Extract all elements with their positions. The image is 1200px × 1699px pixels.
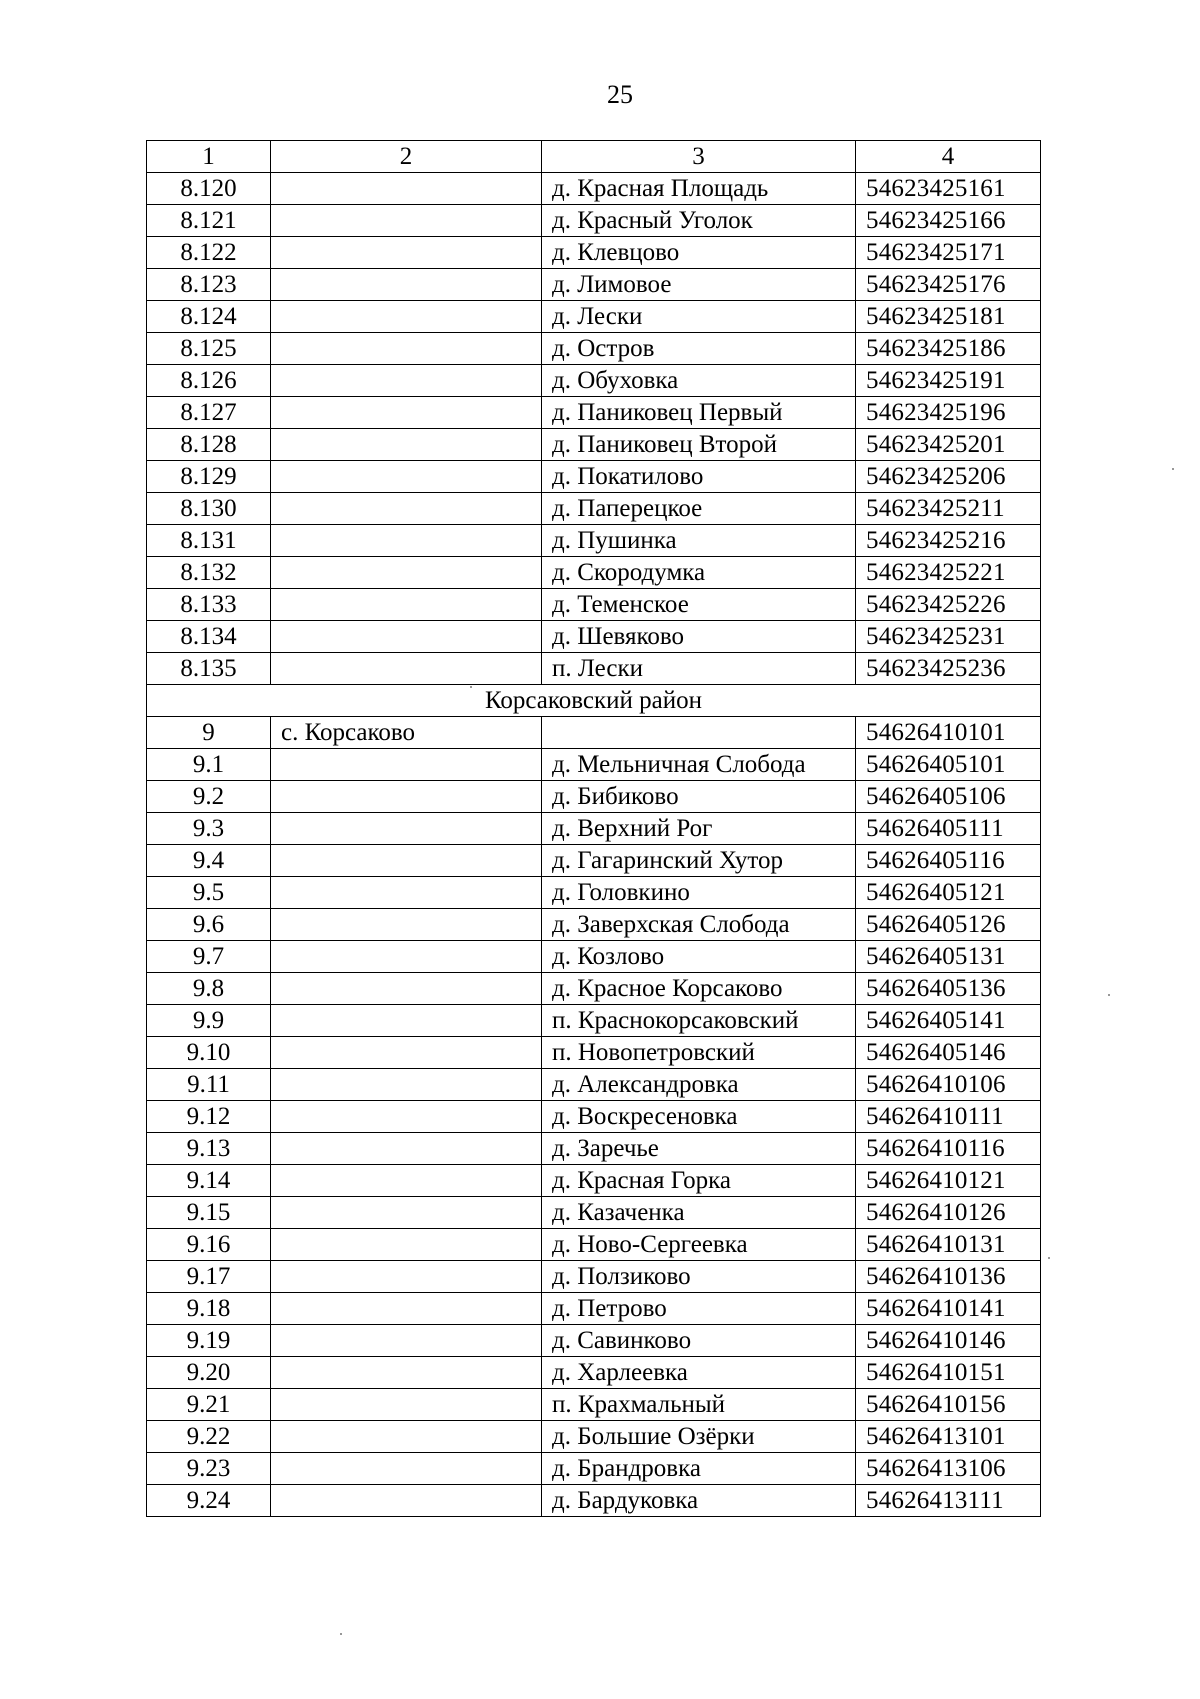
settlement-name-cell: д. Александровка — [542, 1069, 856, 1101]
admin-center-cell — [271, 269, 542, 301]
row-number-cell: 8.132 — [147, 557, 271, 589]
settlement-name-cell: д. Брандровка — [542, 1453, 856, 1485]
row-number-cell: 8.120 — [147, 173, 271, 205]
table-row — [147, 301, 1041, 333]
table-row — [147, 909, 1041, 941]
oktmo-code-cell: 54626405136 — [856, 973, 1041, 1005]
oktmo-code-cell: 54623425231 — [856, 621, 1041, 653]
row-number-cell: 9.8 — [147, 973, 271, 1005]
row-number-cell: 8.123 — [147, 269, 271, 301]
row-number-cell: 9.12 — [147, 1101, 271, 1133]
table-row — [147, 557, 1041, 589]
table-row — [147, 1037, 1041, 1069]
oktmo-code-cell: 54626405126 — [856, 909, 1041, 941]
table-row — [147, 877, 1041, 909]
table-row — [147, 1485, 1041, 1517]
admin-center-cell — [271, 493, 542, 525]
settlement-name-cell: д. Паниковец Первый — [542, 397, 856, 429]
row-number-cell: 9.20 — [147, 1357, 271, 1389]
admin-center-cell — [271, 1037, 542, 1069]
oktmo-code-cell: 54626405111 — [856, 813, 1041, 845]
oktmo-code-cell: 54626410151 — [856, 1357, 1041, 1389]
table-row — [147, 493, 1041, 525]
settlement-name-cell: д. Мельничная Слобода — [542, 749, 856, 781]
admin-center-cell — [271, 1197, 542, 1229]
table-row — [147, 333, 1041, 365]
admin-center-cell — [271, 1005, 542, 1037]
row-number-cell: 9.14 — [147, 1165, 271, 1197]
table-row — [147, 1421, 1041, 1453]
admin-center-cell — [271, 397, 542, 429]
oktmo-code-cell: 54623425171 — [856, 237, 1041, 269]
table-row — [147, 269, 1041, 301]
oktmo-code-cell: 54626410101 — [856, 717, 1041, 749]
table-row — [147, 941, 1041, 973]
settlement-name-cell — [542, 717, 856, 749]
table-row — [147, 429, 1041, 461]
table-header-row — [147, 141, 1041, 173]
table-row — [147, 1325, 1041, 1357]
oktmo-code-cell: 54626405106 — [856, 781, 1041, 813]
oktmo-code-cell: 54626405141 — [856, 1005, 1041, 1037]
column-header-center: 2 — [271, 141, 542, 173]
scan-speck — [1172, 468, 1174, 470]
admin-center-cell — [271, 1325, 542, 1357]
settlement-name-cell: д. Скородумка — [542, 557, 856, 589]
admin-center-cell — [271, 557, 542, 589]
oktmo-code-cell: 54623425176 — [856, 269, 1041, 301]
admin-center-cell — [271, 461, 542, 493]
settlement-name-cell: д. Гагаринский Хутор — [542, 845, 856, 877]
admin-center-cell — [271, 525, 542, 557]
oktmo-code-cell: 54623425226 — [856, 589, 1041, 621]
admin-center-cell — [271, 973, 542, 1005]
oktmo-code-cell: 54626410156 — [856, 1389, 1041, 1421]
row-number-cell: 8.127 — [147, 397, 271, 429]
oktmo-code-cell: 54623425221 — [856, 557, 1041, 589]
row-number-cell: 8.121 — [147, 205, 271, 237]
row-number-cell: 9.9 — [147, 1005, 271, 1037]
table-row — [147, 1261, 1041, 1293]
scan-speck — [1108, 994, 1110, 996]
row-number-cell: 8.131 — [147, 525, 271, 557]
settlement-name-cell: д. Пушинка — [542, 525, 856, 557]
table-row — [147, 1389, 1041, 1421]
admin-center-cell — [271, 1101, 542, 1133]
settlement-name-cell: д. Казаченка — [542, 1197, 856, 1229]
column-header-code: 4 — [856, 141, 1041, 173]
oktmo-code-cell: 54623425186 — [856, 333, 1041, 365]
settlement-name-cell: д. Петрово — [542, 1293, 856, 1325]
admin-center-cell — [271, 845, 542, 877]
row-number-cell: 9.23 — [147, 1453, 271, 1485]
row-number-cell: 8.126 — [147, 365, 271, 397]
settlement-name-cell: д. Ново-Сергеевка — [542, 1229, 856, 1261]
admin-center-cell — [271, 1069, 542, 1101]
settlement-name-cell: д. Большие Озёрки — [542, 1421, 856, 1453]
scan-speck — [340, 1633, 342, 1635]
row-number-cell: 9.19 — [147, 1325, 271, 1357]
row-number-cell: 9.10 — [147, 1037, 271, 1069]
admin-center-cell — [271, 1357, 542, 1389]
admin-center-cell — [271, 653, 542, 685]
table-row — [147, 589, 1041, 621]
settlement-name-cell: д. Воскресеновка — [542, 1101, 856, 1133]
row-number-cell: 9.16 — [147, 1229, 271, 1261]
admin-center-cell — [271, 429, 542, 461]
oktmo-code-cell: 54623425236 — [856, 653, 1041, 685]
row-number-cell: 8.122 — [147, 237, 271, 269]
admin-center-cell — [271, 589, 542, 621]
oktmo-code-cell: 54626410106 — [856, 1069, 1041, 1101]
settlement-name-cell: п. Краснокорсаковский — [542, 1005, 856, 1037]
table-row — [147, 461, 1041, 493]
column-header-number: 1 — [147, 141, 271, 173]
oktmo-code-cell: 54626405121 — [856, 877, 1041, 909]
row-number-cell: 8.128 — [147, 429, 271, 461]
settlement-name-cell: д. Шевяково — [542, 621, 856, 653]
oktmo-code-cell: 54626410136 — [856, 1261, 1041, 1293]
oktmo-code-cell: 54626410121 — [856, 1165, 1041, 1197]
section-row — [147, 685, 1041, 717]
table-row — [147, 1453, 1041, 1485]
settlement-name-cell: д. Лимовое — [542, 269, 856, 301]
table-row — [147, 845, 1041, 877]
oktmo-code-cell: 54626410131 — [856, 1229, 1041, 1261]
settlement-name-cell: д. Заречье — [542, 1133, 856, 1165]
table-row — [147, 1197, 1041, 1229]
table-row — [147, 1005, 1041, 1037]
admin-center-cell — [271, 237, 542, 269]
settlement-name-cell: д. Верхний Рог — [542, 813, 856, 845]
settlement-name-cell: д. Паперецкое — [542, 493, 856, 525]
oktmo-code-cell: 54626410111 — [856, 1101, 1041, 1133]
table-row — [147, 653, 1041, 685]
admin-center-cell — [271, 173, 542, 205]
section-title: Корсаковский район — [147, 685, 1041, 717]
admin-center-cell — [271, 365, 542, 397]
row-number-cell: 8.130 — [147, 493, 271, 525]
table-row — [147, 1069, 1041, 1101]
admin-center-cell — [271, 621, 542, 653]
oktmo-code-cell: 54623425181 — [856, 301, 1041, 333]
settlement-name-cell: д. Остров — [542, 333, 856, 365]
row-number-cell: 8.125 — [147, 333, 271, 365]
row-number-cell: 9.5 — [147, 877, 271, 909]
settlement-name-cell: д. Заверхская Слобода — [542, 909, 856, 941]
admin-center-cell — [271, 909, 542, 941]
row-number-cell: 9.7 — [147, 941, 271, 973]
settlements-table — [146, 140, 1041, 1517]
admin-center-cell — [271, 1165, 542, 1197]
row-number-cell: 8.129 — [147, 461, 271, 493]
row-number-cell: 9.6 — [147, 909, 271, 941]
row-number-cell: 9.15 — [147, 1197, 271, 1229]
table-row — [147, 365, 1041, 397]
settlement-name-cell: д. Козлово — [542, 941, 856, 973]
row-number-cell: 9.13 — [147, 1133, 271, 1165]
settlement-name-cell: д. Красная Горка — [542, 1165, 856, 1197]
table-row — [147, 397, 1041, 429]
admin-center-cell — [271, 1421, 542, 1453]
settlement-name-cell: д. Головкино — [542, 877, 856, 909]
table-row — [147, 1101, 1041, 1133]
oktmo-code-cell: 54626405116 — [856, 845, 1041, 877]
admin-center-cell: с. Корсаково — [271, 717, 542, 749]
oktmo-code-cell: 54626413111 — [856, 1485, 1041, 1517]
oktmo-code-cell: 54623425211 — [856, 493, 1041, 525]
settlement-name-cell: д. Покатилово — [542, 461, 856, 493]
table-row — [147, 525, 1041, 557]
table-row — [147, 973, 1041, 1005]
admin-center-cell — [271, 333, 542, 365]
row-number-cell: 9.3 — [147, 813, 271, 845]
oktmo-code-cell: 54623425191 — [856, 365, 1041, 397]
settlement-name-cell: д. Ползиково — [542, 1261, 856, 1293]
settlement-name-cell: д. Бардуковка — [542, 1485, 856, 1517]
oktmo-code-cell: 54626410116 — [856, 1133, 1041, 1165]
table-row — [147, 1229, 1041, 1261]
oktmo-code-cell: 54626410146 — [856, 1325, 1041, 1357]
column-header-name: 3 — [542, 141, 856, 173]
settlement-name-cell: д. Красный Уголок — [542, 205, 856, 237]
admin-center-cell — [271, 1261, 542, 1293]
settlement-name-cell: д. Теменское — [542, 589, 856, 621]
admin-center-cell — [271, 205, 542, 237]
admin-center-cell — [271, 1293, 542, 1325]
oktmo-code-cell: 54623425206 — [856, 461, 1041, 493]
admin-center-cell — [271, 301, 542, 333]
settlement-name-cell: д. Обуховка — [542, 365, 856, 397]
row-number-cell: 9.2 — [147, 781, 271, 813]
oktmo-code-cell: 54626405131 — [856, 941, 1041, 973]
row-number-cell: 9.21 — [147, 1389, 271, 1421]
row-number-cell: 9.24 — [147, 1485, 271, 1517]
admin-center-cell — [271, 1453, 542, 1485]
settlements-table-body — [147, 141, 1041, 1517]
oktmo-code-cell: 54623425201 — [856, 429, 1041, 461]
oktmo-code-cell: 54623425216 — [856, 525, 1041, 557]
oktmo-code-cell: 54626405146 — [856, 1037, 1041, 1069]
oktmo-code-cell: 54623425166 — [856, 205, 1041, 237]
oktmo-code-cell: 54626405101 — [856, 749, 1041, 781]
settlement-name-cell: д. Красная Площадь — [542, 173, 856, 205]
table-row — [147, 1165, 1041, 1197]
table-row — [147, 717, 1041, 749]
settlement-name-cell: д. Харлеевка — [542, 1357, 856, 1389]
admin-center-cell — [271, 781, 542, 813]
settlement-name-cell: п. Новопетровский — [542, 1037, 856, 1069]
settlement-name-cell: д. Красное Корсаково — [542, 973, 856, 1005]
admin-center-cell — [271, 1229, 542, 1261]
table-row — [147, 237, 1041, 269]
settlement-name-cell: п. Крахмальный — [542, 1389, 856, 1421]
table-row — [147, 749, 1041, 781]
admin-center-cell — [271, 813, 542, 845]
settlement-name-cell: д. Клевцово — [542, 237, 856, 269]
table-row — [147, 205, 1041, 237]
table-row — [147, 173, 1041, 205]
row-number-cell: 8.135 — [147, 653, 271, 685]
table-row — [147, 781, 1041, 813]
oktmo-code-cell: 54623425196 — [856, 397, 1041, 429]
admin-center-cell — [271, 749, 542, 781]
row-number-cell: 9.22 — [147, 1421, 271, 1453]
oktmo-code-cell: 54626410141 — [856, 1293, 1041, 1325]
page-number: 25 — [607, 80, 633, 109]
oktmo-code-cell: 54626410126 — [856, 1197, 1041, 1229]
settlement-name-cell: п. Лески — [542, 653, 856, 685]
table-row — [147, 1357, 1041, 1389]
admin-center-cell — [271, 877, 542, 909]
row-number-cell: 8.133 — [147, 589, 271, 621]
table-row — [147, 1133, 1041, 1165]
scan-speck — [470, 686, 472, 688]
table-row — [147, 813, 1041, 845]
scan-speck — [1048, 1257, 1050, 1259]
settlement-name-cell: д. Паниковец Второй — [542, 429, 856, 461]
oktmo-code-cell: 54626413106 — [856, 1453, 1041, 1485]
table-row — [147, 1293, 1041, 1325]
row-number-cell: 9.11 — [147, 1069, 271, 1101]
settlement-name-cell: д. Бибиково — [542, 781, 856, 813]
row-number-cell: 9 — [147, 717, 271, 749]
row-number-cell: 8.124 — [147, 301, 271, 333]
admin-center-cell — [271, 941, 542, 973]
row-number-cell: 8.134 — [147, 621, 271, 653]
admin-center-cell — [271, 1389, 542, 1421]
row-number-cell: 9.17 — [147, 1261, 271, 1293]
row-number-cell: 9.18 — [147, 1293, 271, 1325]
table-row — [147, 621, 1041, 653]
settlement-name-cell: д. Лески — [542, 301, 856, 333]
row-number-cell: 9.1 — [147, 749, 271, 781]
settlement-name-cell: д. Савинково — [542, 1325, 856, 1357]
row-number-cell: 9.4 — [147, 845, 271, 877]
admin-center-cell — [271, 1485, 542, 1517]
admin-center-cell — [271, 1133, 542, 1165]
oktmo-code-cell: 54623425161 — [856, 173, 1041, 205]
oktmo-code-cell: 54626413101 — [856, 1421, 1041, 1453]
